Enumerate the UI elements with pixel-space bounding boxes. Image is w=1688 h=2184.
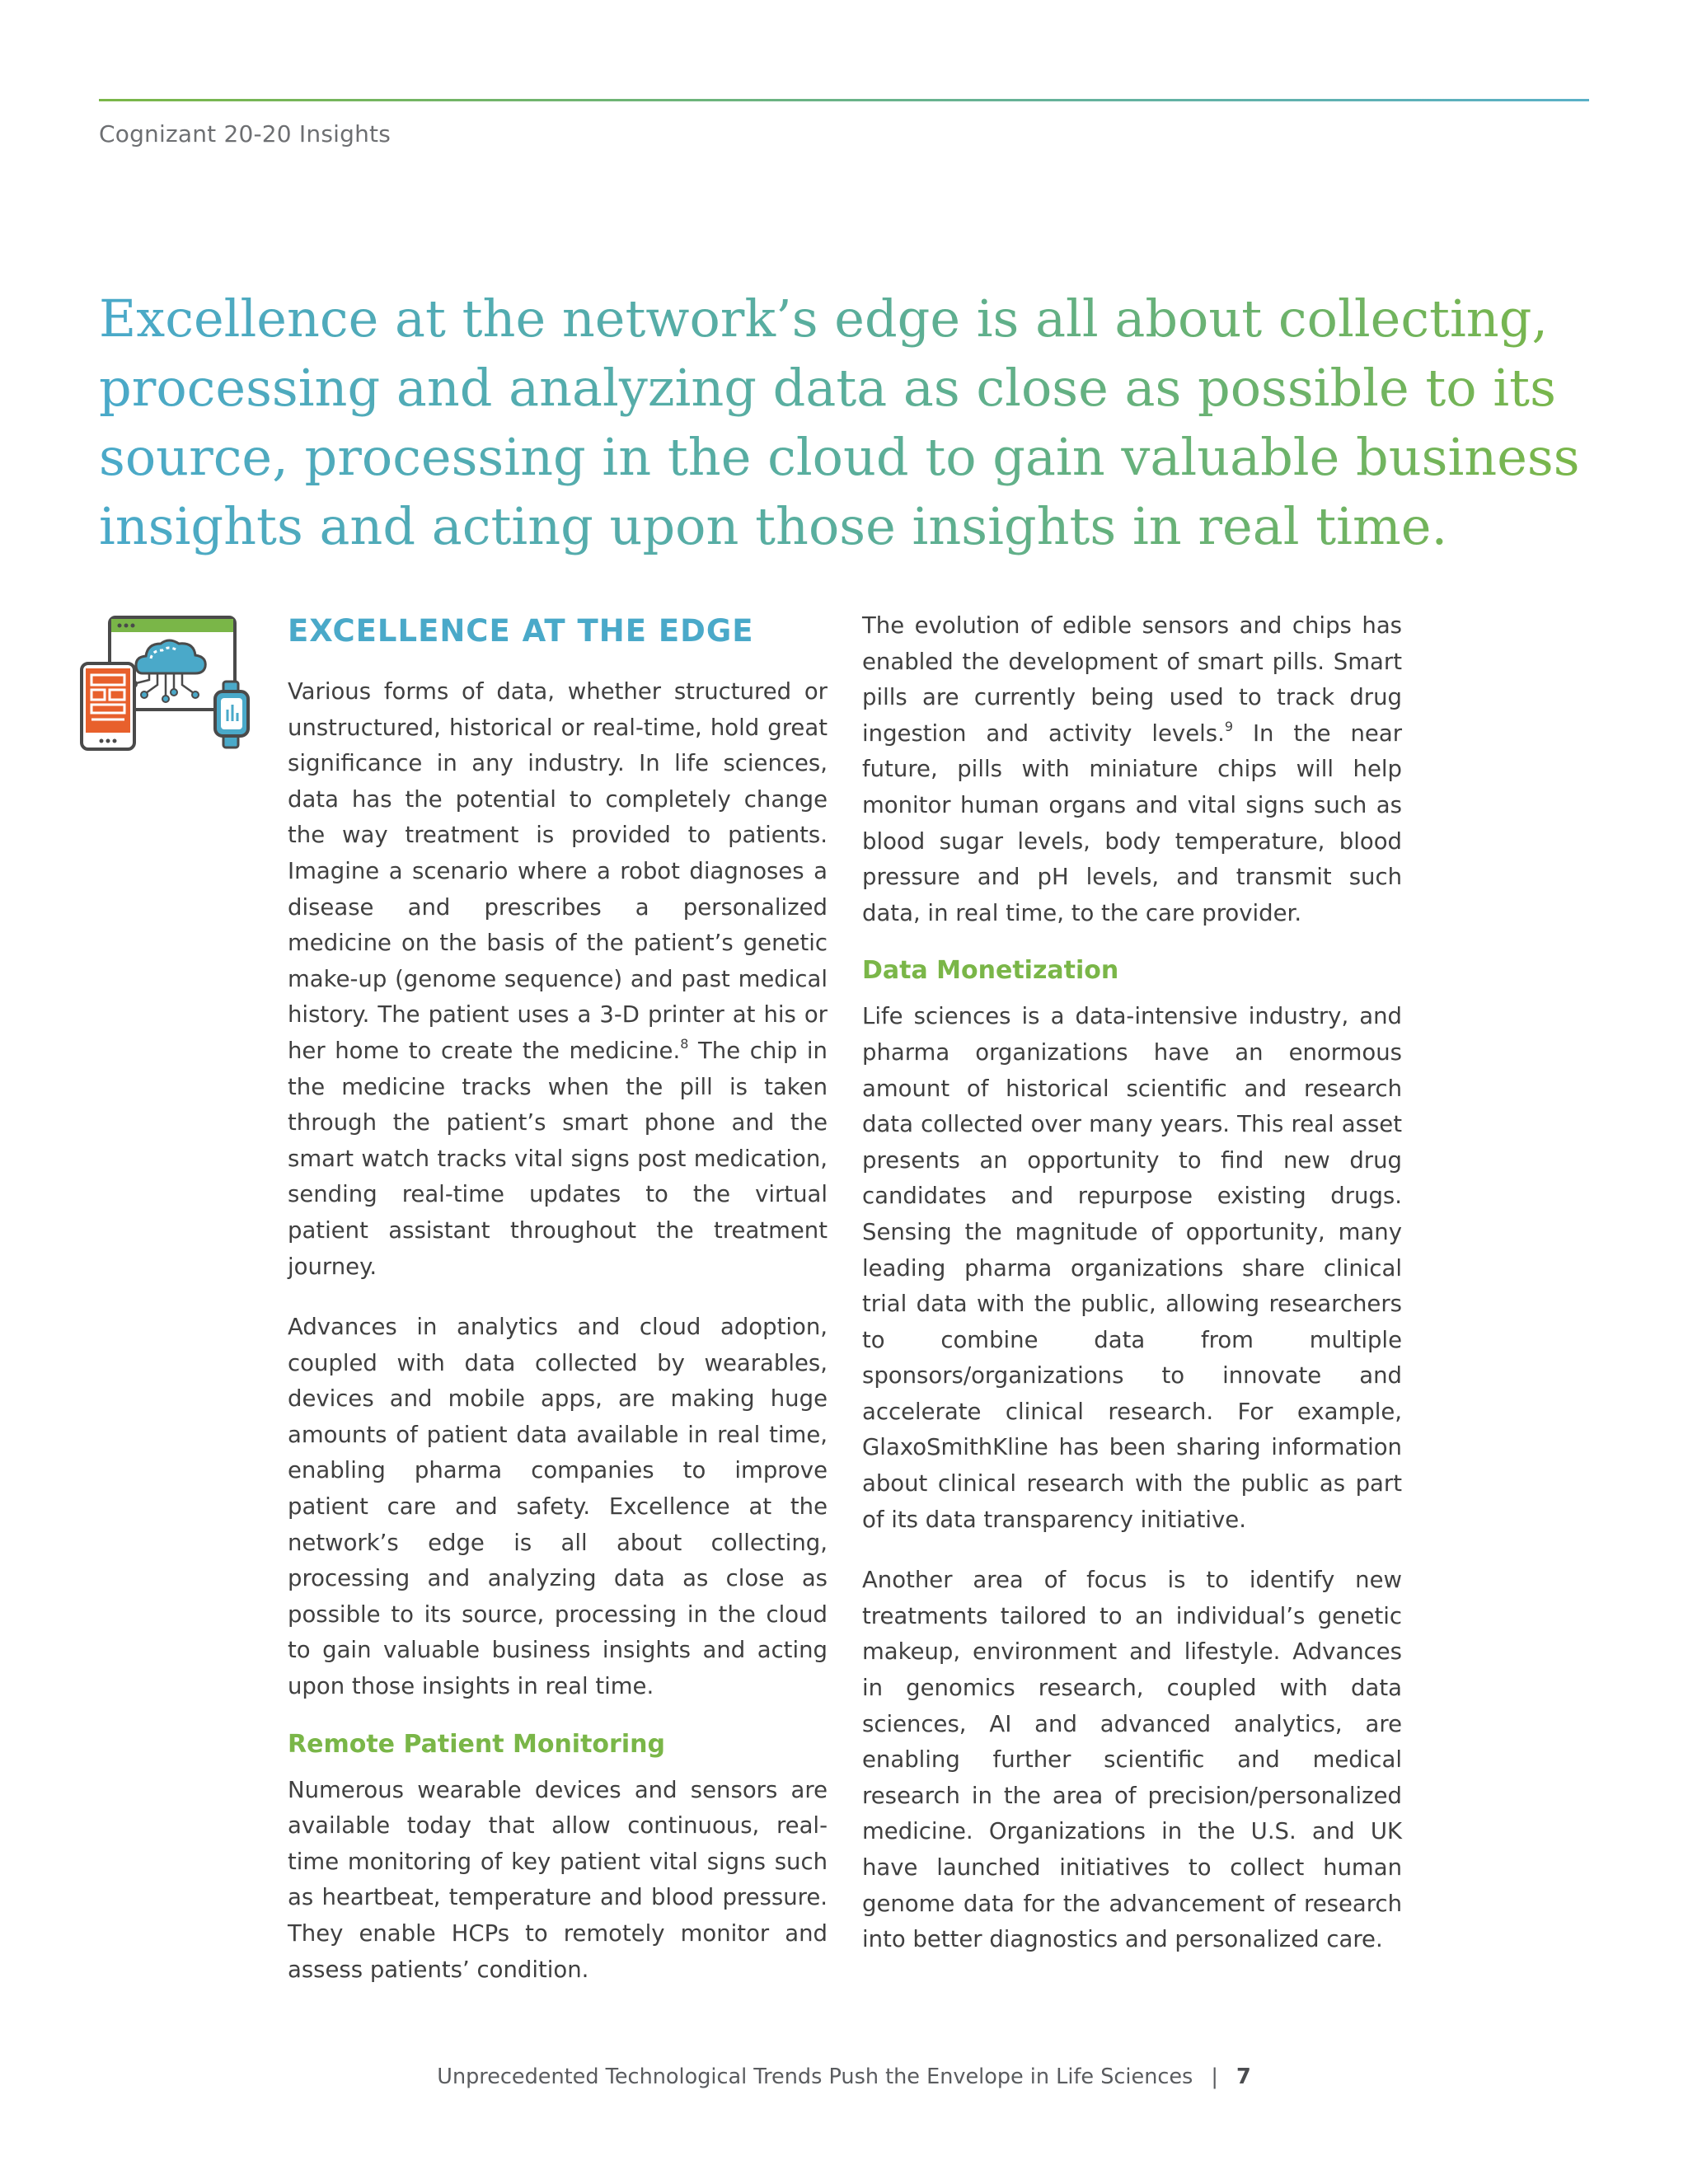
paragraph: Another area of focus is to identify new treatments tailored to an individual’s genetic makeup, environment and lifestyle. Advances in genomics research, coupled with data sciences, AI and advanced analytics, are enabling further scientific and medical research in the area of precision/personalized medicine. Organizations in the U.S. and UK have launched initiatives to collect human genome data for the advancement of research into better diagnostics and personalized care. [862,1567,1402,1953]
section-title: EXCELLENCE AT THE EDGE [288,613,754,649]
footer-separator: | [1211,2064,1218,2089]
page-number: 7 [1236,2064,1251,2089]
subheading-data-monetization: Data Monetization [862,956,1119,986]
paragraph-text: In the near future, pills with miniature chips will help monitor human organs and vital signs such as blood sugar levels, body temperature, blood pressure and pH levels, and transmit such data, in real time, to the care provider. [862,719,1402,926]
footer-title: Unprecedented Technological Trends Push the Envelope in Life Sciences [437,2064,1193,2089]
pull-quote: Excellence at the network’s edge is all about collecting, processing and analyzing data as close as possible to its source, processing in the cloud to gain valuable business insights and acting upon those insights in real time. [99,284,1591,561]
paragraph [862,608,1402,931]
paragraph-text: The chip in the medicine tracks when the pill is taken through the patient’s smart phone and the smart watch tracks vital signs post medication, sending real-time updates to the virtual patient assistant throughout the treatment journey. [288,1037,828,1280]
page-footer [0,2064,1688,2089]
footnote-ref[interactable]: 8 [680,1035,689,1052]
paragraph-text: The evolution of edible sensors and chips has enabled the development of smart pills. Smart pills are currently being used to track drug ingestion and activity levels. [862,612,1402,747]
header-rule [99,99,1589,101]
paragraph-text: Various forms of data, whether structured or unstructured, historical or real-time, hold great significance in any industry. In life sciences, data has the potential to completely change the way treatment is provided to patients. Imagine a scenario where a robot diagnoses a disease and prescribes a personalized medicine on the basis of the patient’s genetic make-up (genome sequence) and past medical history. The patient uses a 3-D printer at his or her home to create the medicine. [288,678,828,1064]
paragraph [288,674,828,1285]
right-column [862,608,1402,1958]
footnote-ref[interactable]: 9 [1224,718,1234,734]
paragraph: Advances in analytics and cloud adoption, coupled with data collected by wearables, devices and mobile apps, are making huge amounts of patient data available in real time, enabling pharma companies to improve patient care and safety. Excellence at the network’s edge is all about collecting, processing and analyzing data as close as possible to its source, processing in the cloud to gain valuable business insights and acting upon those insights in real time. [288,1314,828,1700]
cloud-devices-icon [78,614,256,754]
paragraph: Numerous wearable devices and sensors are available today that allow continuous, real-time monitoring of key patient vital signs such as heartbeat, temperature and blood pressure. They enable HCPs to remotely monitor and assess patients’ condition. [288,1776,828,1983]
running-head: Cognizant 20-20 Insights [99,120,391,148]
left-column [288,607,828,1988]
subheading-remote-patient-monitoring: Remote Patient Monitoring [288,1729,665,1759]
paragraph: Life sciences is a data-intensive industry, and pharma organizations have an enormous amount of historical scientific and research data collected over many years. This real asset presents an opportunity to find new drug candidates and repurpose existing drugs. Sensing the magnitude of opportunity, many leading pharma organizations share clinical trial data with the public, allowing researchers to combine data from multiple sponsors/organizations to innovate and accelerate clinical research. For example, GlaxoSmithKline has been sharing information about clinical research with the public as part of its data transparency initiative. [862,1003,1402,1533]
